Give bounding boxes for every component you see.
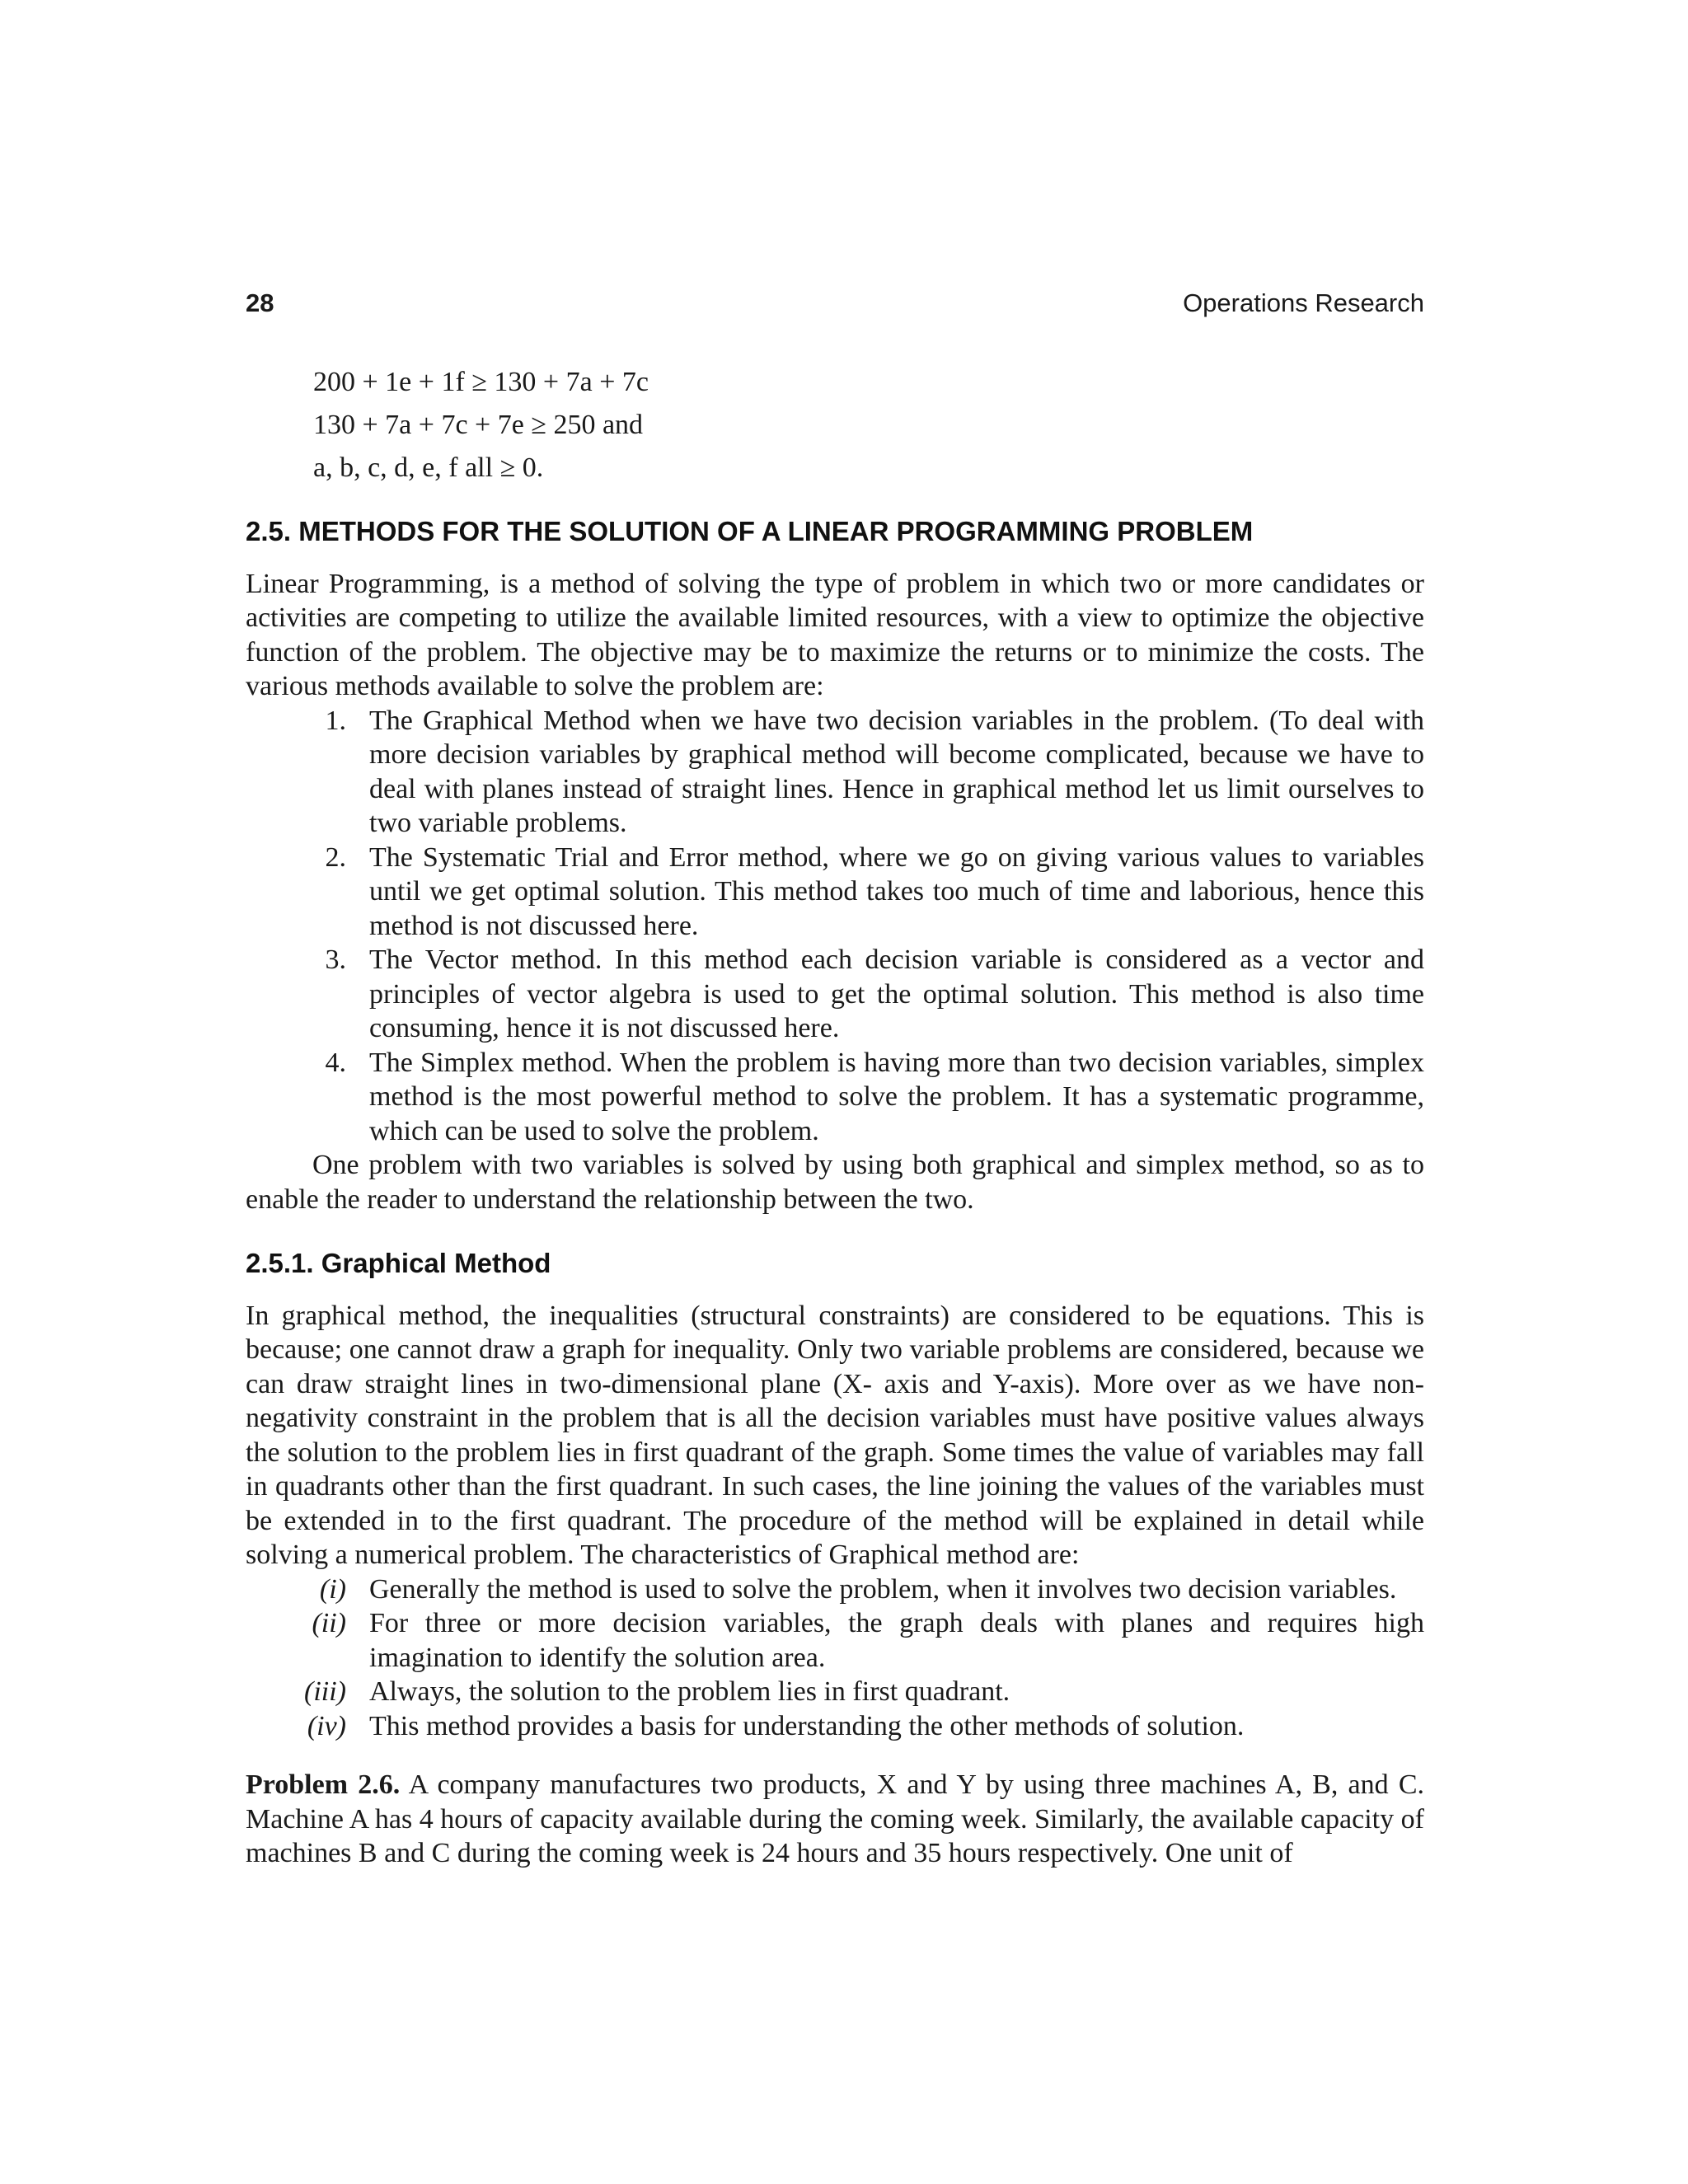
list-number: (i) <box>319 1573 346 1605</box>
list-text: The Systematic Trial and Error method, where we go on giving various values to variables until we get optimal solution. This method takes too much of time and laborious, hence this method is not discussed here. <box>369 841 1424 941</box>
characteristics-list <box>246 1572 1424 1744</box>
constraint-equations <box>313 361 1424 490</box>
list-number: (iv) <box>307 1710 346 1741</box>
list-text: The Vector method. In this method each decision variable is considered as a vector and principles of vector algebra is used to get the optimal solution. This method is also time consuming, hence it is not discussed here. <box>369 944 1424 1043</box>
list-number: (ii) <box>312 1608 346 1638</box>
page-content <box>246 361 1424 1871</box>
list-item <box>246 1675 1424 1709</box>
list-item <box>246 1572 1424 1607</box>
methods-list <box>246 704 1424 1149</box>
list-item <box>246 1606 1424 1675</box>
list-number: 3. <box>325 944 346 975</box>
list-text: The Simplex method. When the problem is having more than two decision variables, simplex method is the most powerful method to solve the problem. It has a systematic programme, which can be used to solve the problem. <box>369 1047 1424 1146</box>
list-text: This method provides a basis for understanding the other methods of solution. <box>369 1710 1245 1741</box>
list-text: The Graphical Method when we have two decision variables in the problem. (To deal with more decision variables by graphical method will become complicated, because we have to deal with planes instead of straight lines. Hence in graphical method let us limit ourselves to two variable problems. <box>369 705 1424 838</box>
subsection-heading-2-5-1: 2.5.1. Graphical Method <box>246 1248 551 1278</box>
running-head: Operations Research <box>1183 288 1424 317</box>
list-number: 4. <box>325 1047 346 1078</box>
section-heading-2-5: 2.5. METHODS FOR THE SOLUTION OF A LINEAR PROGRAMMING PROBLEM <box>246 516 1254 546</box>
list-text: Always, the solution to the problem lies in first quadrant. <box>369 1676 1010 1707</box>
list-number: 1. <box>325 705 346 736</box>
list-number: (iii) <box>304 1676 346 1707</box>
graphical-method-paragraph: In graphical method, the inequalities (structural constraints) are considered to be equations. This is because; one cannot draw a graph for inequality. Only two variable problems are considered, because we can draw straight lines in two-dimensional plane (X- axis and Y-axis). More over as we have non-negativity constraint in the problem that is all the decision variables must have positive values always the solution to the problem lies in first quadrant of the graph. Some times the value of variables may fall in quadrants other than the first quadrant. In such cases, the line joining the values of the variables must be extended in to the first quadrant. The procedure of the method will be explained in detail while solving a numerical problem. The characteristics of Graphical method are: <box>246 1300 1424 1570</box>
problem-text: A company manufactures two products, X and Y by using three machines A, B, and C. Machine A has 4 hours of capacity available during the coming week. Similarly, the available capacity of machines B and C during the coming week is 24 hours and 35 hours respectively. One unit of <box>246 1769 1425 1868</box>
problem-statement <box>246 1768 1424 1871</box>
equation-line: 130 + 7a + 7c + 7e ≥ 250 and <box>313 410 644 440</box>
equation-line: 200 + 1e + 1f ≥ 130 + 7a + 7c <box>313 367 649 397</box>
list-number: 2. <box>325 841 346 873</box>
equation-line: a, b, c, d, e, f all ≥ 0. <box>313 452 544 483</box>
problem-label: Problem 2.6. <box>246 1769 401 1800</box>
list-item <box>246 841 1424 944</box>
list-item <box>246 943 1424 1046</box>
list-item <box>246 704 1424 841</box>
list-text: Generally the method is used to solve the problem, when it involves two decision variables. <box>369 1573 1397 1605</box>
section-closing-paragraph: One problem with two variables is solved by using both graphical and simplex method, so as to enable the reader to understand the relationship between the two. <box>246 1150 1424 1215</box>
list-text: For three or more decision variables, the graph deals with planes and requires high imagination to identify the solution area. <box>369 1608 1424 1673</box>
list-item <box>246 1709 1424 1744</box>
section-intro-paragraph: Linear Programming, is a method of solving the type of problem in which two or more candidates or activities are competing to utilize the available limited resources, with a view to optimize the objective function of the problem. The objective may be to maximize the returns or to minimize the costs. The various methods available to solve the problem are: <box>246 568 1424 701</box>
page-number: 28 <box>246 288 274 317</box>
list-item <box>246 1046 1424 1149</box>
